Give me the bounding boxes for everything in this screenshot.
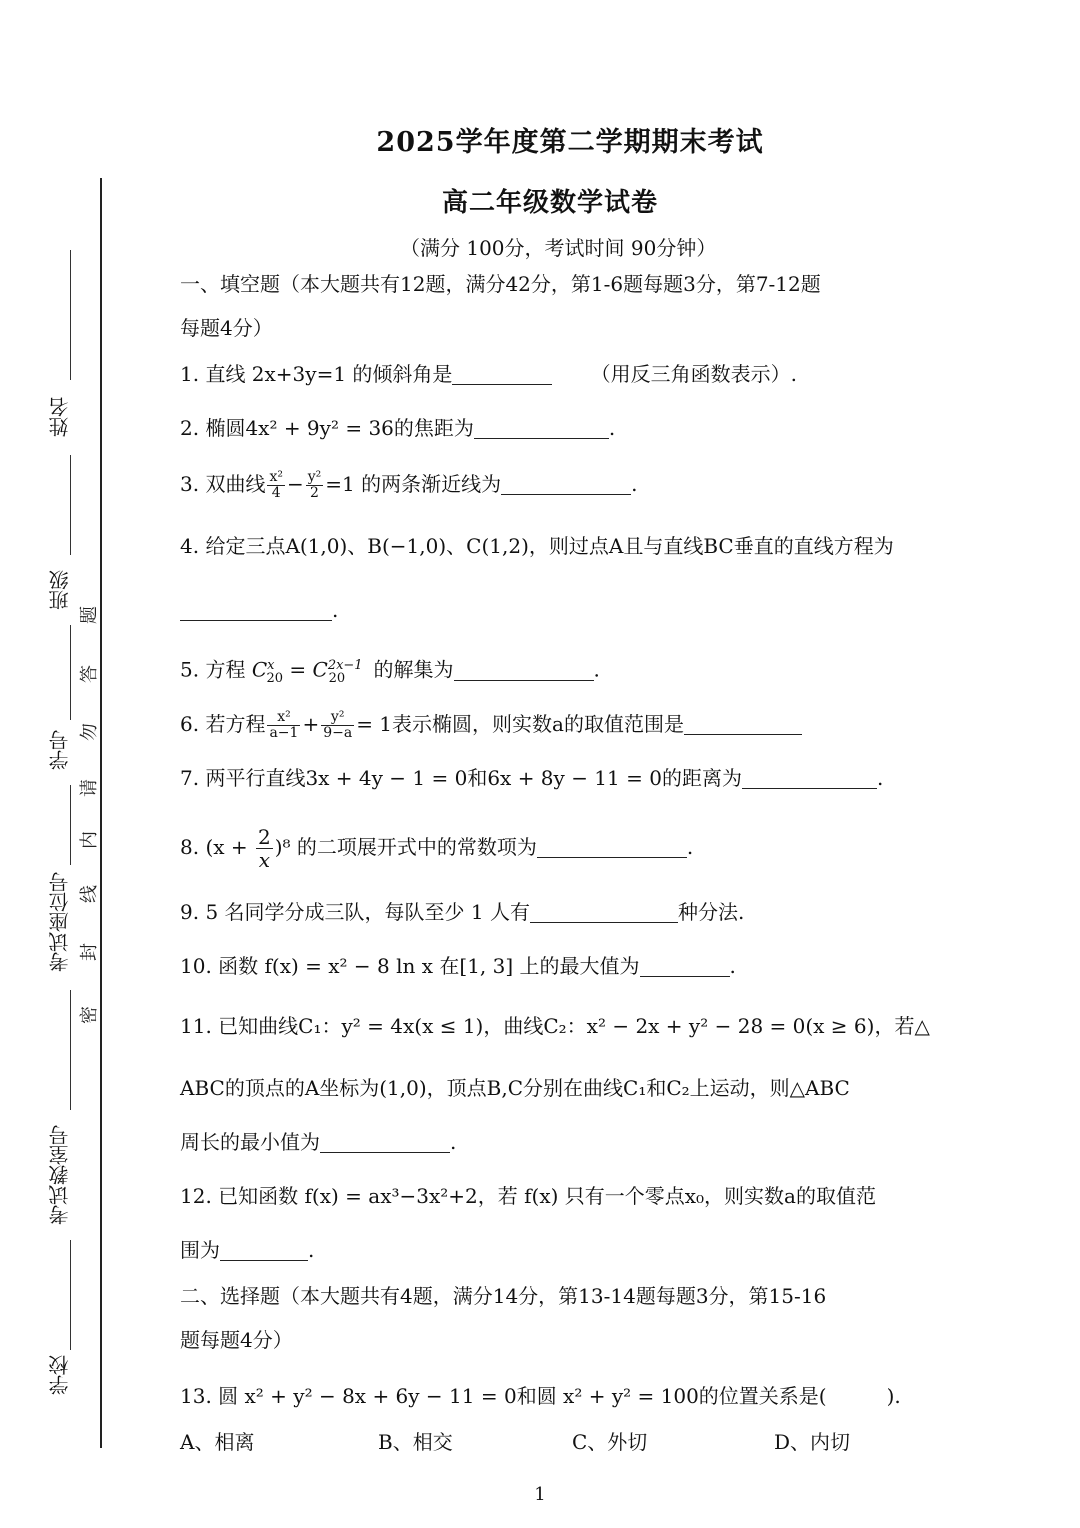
q3-fraction-1: $\frac{\text{x²}}{4}$ (269, 469, 283, 501)
q13-option-a: A、相离 (180, 1430, 255, 1454)
binding-line (100, 178, 102, 1448)
q5-text-2: 的解集为 (367, 657, 454, 682)
question-11-cont (180, 1074, 850, 1102)
q11-text-2: ABC的顶点的A坐标为(1,0)，顶点B,C分别在曲线C₁和C₂上运动，则△ABC (180, 1076, 850, 1100)
question-5: 5. 方程 $C^x_{20} = C^{2x-1}_{20}$ 的解集为 . (180, 657, 600, 686)
seal-char: 封 (79, 943, 100, 961)
question-11 (180, 1012, 930, 1040)
q1-note: （用反三角函数表示）. (590, 362, 797, 386)
q13-option-d: D、内切 (774, 1430, 851, 1454)
q7-text: 7. 两平行直线3x + 4y − 1 = 0和6x + 8y − 11 = 0的距离为 (180, 766, 742, 790)
question-7: 7. 两平行直线3x + 4y − 1 = 0和6x + 8y − 11 = 0的距离为 . (180, 766, 884, 790)
id-blank (70, 625, 71, 720)
q12-text: 12. 已知函数 f(x) = ax³−3x²+2，若 f(x) 只有一个零点x₀，则实数a的取值范 (180, 1184, 876, 1208)
q3-text: 3. 双曲线 (180, 472, 266, 496)
q9-text: 9. 5 名同学分成三队，每队至少 1 人有 (180, 900, 530, 924)
section1-heading: 一、填空题（本大题共有12题，满分42分，第1-6题每题3分，第7-12题 (180, 272, 821, 296)
score-note: （满分 100分，考试时间 90分钟） (400, 236, 717, 260)
q5-answer-blank (454, 660, 594, 681)
seal-char: 请 (79, 779, 100, 797)
seal-char: 内 (79, 831, 100, 849)
q2-period: . (608, 416, 616, 440)
question-11-answer-line: 周长的最小值为 . (180, 1130, 457, 1154)
q2-answer-blank (474, 418, 609, 439)
q6-answer-blank (684, 714, 802, 735)
q11-text: 11. 已知曲线C₁：y² = 4x(x ≤ 1)，曲线C₂：x² − 2x + y² − 28 = 0(x ≥ 6)，若△ (180, 1014, 930, 1038)
class-label: 班级 (48, 570, 72, 610)
q6-fraction-2: $\frac{\text{y²}}{9-a}$ (323, 709, 353, 741)
q8-fraction: $\frac{2}{x}$ (258, 825, 271, 872)
question-8: 8. (x + $\frac{2}{x}$ )⁸ 的二项展开式中的常数项为 . (180, 825, 694, 872)
q3-fraction-2: $\frac{\text{y²}}{2}$ (307, 469, 322, 501)
room-blank (70, 990, 71, 1110)
page-number: 1 (534, 1484, 546, 1505)
q4-answer-blank (180, 600, 332, 621)
question-6: 6. 若方程 $\frac{\text{x²}}{a-1}$ + $\frac{\text{y²}}{9-a}$ = 1表示椭圆，则实数a的取值范围是 (180, 710, 802, 741)
question-10: 10. 函数 f(x) = x² − 8 ln x 在[1, 3] 上的最大值为 . (180, 954, 736, 978)
question-9 (180, 898, 744, 926)
q12-text-2: 围为 (180, 1238, 220, 1262)
section1-heading-cont: 每题4分） (180, 316, 273, 340)
question-12-answer-line: 围为 . (180, 1238, 315, 1262)
q1-text: 1. 直线 2x+3y=1 的倾斜角是 (180, 362, 453, 386)
school-label: 学校 (48, 1355, 72, 1395)
question-3: 3. 双曲线 $\frac{\text{x²}}{4}$ − $\frac{\text{y²}}{2}$ =1 的两条渐近线为 . (180, 469, 638, 501)
seal-char: 勿 (79, 723, 100, 741)
section2-heading-cont: 题每题4分） (180, 1328, 293, 1352)
q8-text: 8. (x + (180, 835, 254, 859)
question-4-answer-line: . (180, 596, 338, 624)
id-label: 学号 (48, 730, 72, 770)
q13-text: 13. 圆 x² + y² − 8x + 6y − 11 = 0和圆 x² + y² = 100的位置关系是( ). (180, 1384, 901, 1408)
seal-char: 密 (79, 1006, 100, 1024)
q5-text: 5. 方程 (180, 657, 246, 682)
exam-title: 2025学年度第二学期期末考试 (376, 127, 764, 158)
seal-char: 答 (79, 665, 100, 683)
q2-text: 2. 椭圆4x² + 9y² = 36的焦距为 (180, 416, 474, 440)
q9-answer-blank (530, 902, 678, 923)
room-label: 考试教室号 (48, 1125, 72, 1225)
question-2 (180, 414, 615, 442)
q11-text-3: 周长的最小值为 (180, 1130, 320, 1154)
q4-text: 4. 给定三点A(1,0)、B(−1,0)、C(1,2)，则过点A且与直线BC垂直的直线方程为 (180, 534, 894, 558)
name-blank (70, 250, 71, 380)
q10-text: 10. 函数 f(x) = x² − 8 ln x 在[1, 3] 上的最大值为 (180, 954, 640, 978)
q3-text-2: =1 的两条渐近线为 (325, 472, 502, 496)
section2-heading: 二、选择题（本大题共有4题，满分14分，第13-14题每题3分，第15-16 (180, 1284, 827, 1308)
q10-answer-blank (640, 956, 730, 977)
q7-answer-blank (742, 768, 877, 789)
q8-answer-blank (537, 837, 687, 858)
q1-answer-blank (452, 364, 552, 385)
q8-text-2: )⁸ 的二项展开式中的常数项为 (274, 835, 537, 859)
name-label: 姓名 (48, 397, 72, 437)
q9-text-2: 种分法. (677, 900, 745, 924)
q13-option-c: C、外切 (572, 1430, 648, 1454)
question-13 (180, 1382, 901, 1410)
seal-char: 题 (79, 606, 100, 624)
q6-fraction-1: $\frac{\text{x²}}{a-1}$ (269, 709, 299, 741)
q3-answer-blank (501, 474, 631, 495)
q11-answer-blank (320, 1132, 450, 1153)
q6-text-2: = 1表示椭圆，则实数a的取值范围是 (356, 712, 684, 736)
class-blank (70, 455, 71, 555)
school-blank (70, 1240, 71, 1350)
q12-answer-blank (220, 1240, 308, 1261)
seat-blank (70, 785, 71, 865)
q6-text: 6. 若方程 (180, 712, 266, 736)
question-12 (180, 1182, 876, 1210)
seat-label: 考试座位号 (48, 872, 72, 973)
exam-subtitle: 高二年级数学试卷 (441, 188, 658, 218)
question-4 (180, 532, 894, 560)
q13-option-b: B、相交 (378, 1430, 453, 1454)
seal-char: 线 (79, 885, 100, 903)
question-1 (180, 360, 797, 388)
